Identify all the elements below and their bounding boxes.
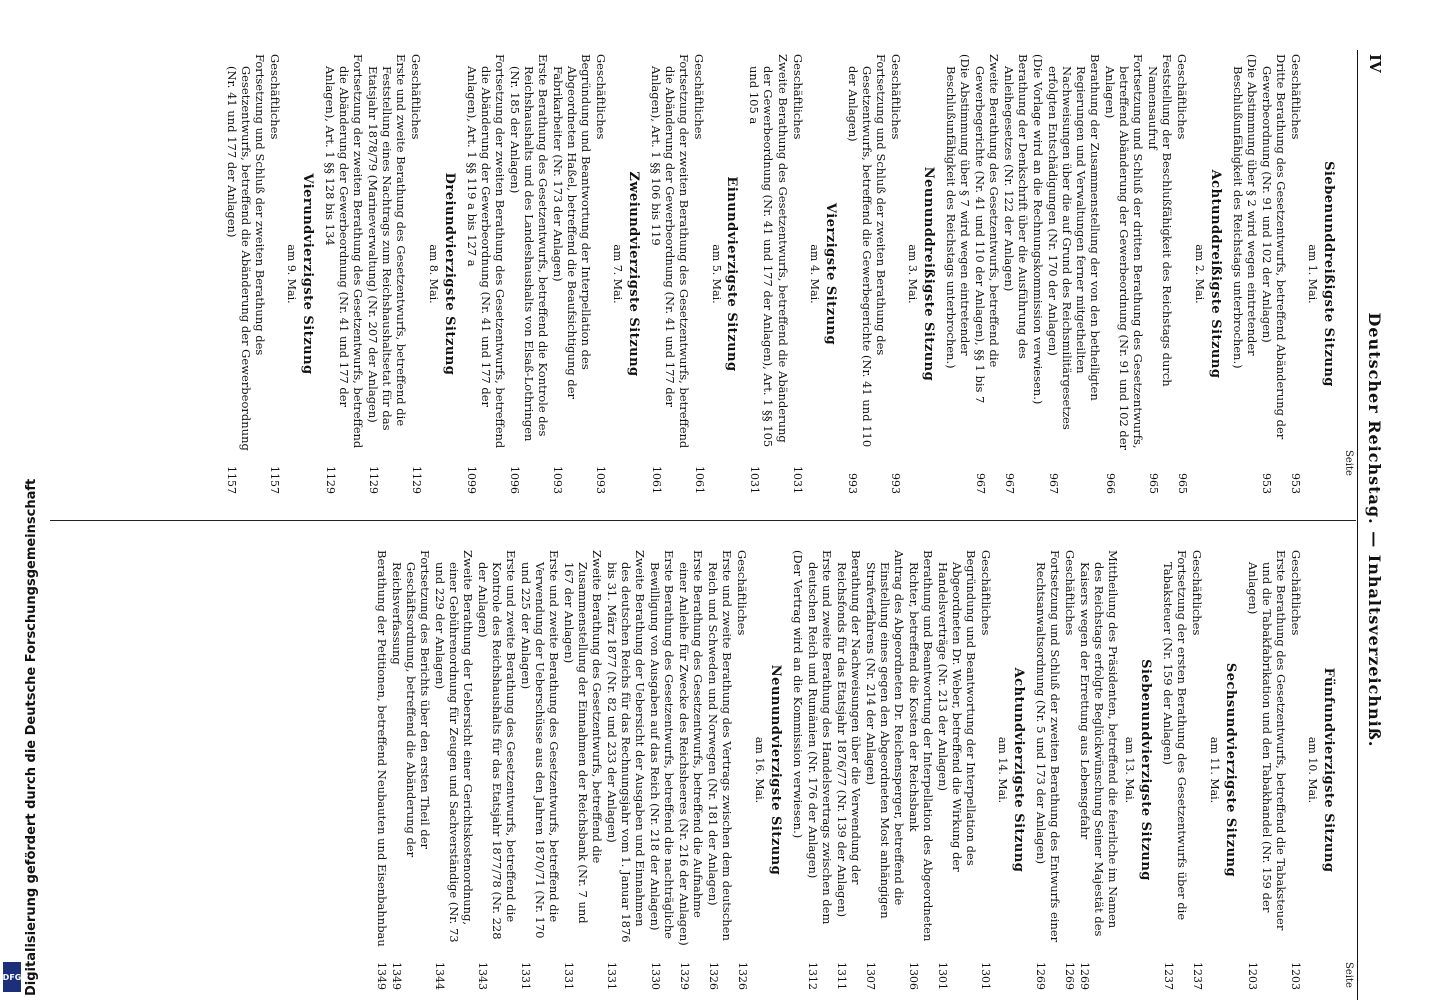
toc-entry-text: Antrag des Abgeordneten Dr. Reichensperger, betreffend die Einstellung eines gegen den Abgeordneten Most anhängigen Strafverfahrens (Nr. 214 der Anlagen): [863, 550, 906, 919]
toc-entry-text: Erste und zweite Berathung des Gesetzentwurfs, betreffend die Verwendung der Ueberschüsse aus den Jahren 1870/71 (Nr. 170 und 225 der Anlagen): [519, 550, 562, 939]
toc-entry: [846, 54, 888, 494]
toc-entry-text: (Die Abstimmung über § 7 wird wegen eintretender Beschlußunfähigkeit des Reichstags unterbrochen.): [944, 54, 973, 369]
toc-entry-text: Zweite Berathung der Uebersicht einer Gerichtskostenordnung, einer Gebührenordnung für Zeugen und Sachverständige (Nr. 73 und 229 der Anlagen): [432, 550, 475, 943]
session-date: am 5. Mai.: [709, 244, 723, 304]
session-heading: Sechsundvierzigste Sitzung: [1222, 662, 1238, 878]
session-date: am 2. Mai.: [1192, 244, 1206, 304]
toc-entry: [1146, 54, 1174, 494]
toc-entry-page: 1203: [1246, 962, 1260, 990]
toc-entry-text: Zweite Berathung der Uebersicht der Ausgaben und Einnahmen des deutschen Reichs für das Rechnungsjahr vom 1. Januar 1876 bis 31. März 1877 (Nr. 82 und 233 der Anlagen): [605, 550, 648, 943]
toc-entry-page: 953: [1289, 473, 1303, 494]
toc-entry-text: Geschäftliches: [1190, 550, 1205, 636]
toc-entry: [747, 54, 789, 494]
toc-entry-page: 1343: [476, 962, 490, 990]
session-block: [465, 54, 641, 494]
toc-entry: [973, 54, 1001, 494]
toc-entry-page: 1349: [375, 962, 389, 990]
toc-entry-page: 1307: [864, 962, 877, 990]
toc-entry-text: Erste und zweite Berathung des Vertrags zwischen dem deutschen Reich und Schweden und Norwegen (Nr. 181 der Anlagen): [706, 550, 735, 941]
toc-entry: [1034, 550, 1062, 990]
session-date: am 11. Mai.: [1207, 736, 1221, 804]
toc-entry-page: 993: [846, 473, 860, 494]
toc-entry-text: Geschäftliches: [1063, 550, 1078, 636]
toc-entry-text: Zweite Berathung des Gesetzentwurfs, betreffend die Gewerbegerichte (Nr. 41 und 110 der Anlagen), §§ 1 bis 7: [973, 54, 1002, 404]
column-label-left: Seite: [1343, 450, 1354, 476]
toc-entry: [677, 550, 705, 990]
toc-entry: [465, 54, 507, 494]
toc-entry-text: Erste Berathung des Gesetzentwurfs, betreffend die Kontrole des Reichshaushalts und des Landeshaushalts von Elsaß-Lothringen (Nr. 185 der Anlagen): [507, 54, 550, 442]
toc-entry-page: 1331: [605, 962, 619, 990]
digitization-footer: [0, 0, 39, 1000]
toc-entry-page: 1129: [366, 466, 380, 494]
toc-entry-text: Geschäftliches: [1288, 550, 1303, 636]
session-heading: Neununddreißigste Sitzung: [921, 166, 937, 382]
toc-entry-page: 1096: [508, 466, 522, 494]
toc-entry-page: 965: [1146, 473, 1160, 494]
toc-entry-text: Fortsetzung der zweiten Berathung des Gesetzentwurfs, betreffend die Abänderung der Gewerbeordnung (Nr. 41 und 177 der Anlagen), Art. 1 §§ 128 bis 134: [323, 54, 366, 449]
session-heading: Achtunddreißigste Sitzung: [1207, 169, 1223, 379]
toc-entry: [936, 550, 978, 990]
session-date: am 14. Mai.: [996, 736, 1010, 804]
toc-entry-text: Mittheilung des Präsidenten, betreffend die feierliche im Namen des Reichstags erfolgte Beglückwünschung Seiner Majestät des Kaisers wegen der Errettung aus Lebensgefahr: [1078, 550, 1121, 937]
toc-entry-text: Erste und zweite Berathung des Handelsvertrags zwischen dem deutschen Reich und Rumänien (Nr. 176 der Anlagen): [805, 550, 834, 925]
toc-entry: [889, 54, 903, 494]
toc-entry-page: 1330: [648, 962, 662, 990]
toc-entry-text: Berathung der Zusammenstellung der von den betheiligten Regierungen und Verwaltungen ferner mitgetheilten Nachweisungen über die auf Grund des Reichsmilitärgesetzes erfolgten Entschädigungen (Nr. 170 der Anlagen): [1046, 54, 1103, 430]
toc-entry-text: Fortsetzung der zweiten Berathung des Gesetzentwurfs, betreffend die Abänderung der Gewerbeordnung (Nr. 41 und 177 der Anlagen), Art. 1 §§ 119 a bis 127 a: [464, 54, 507, 449]
toc-entry-text: Zweite Berathung des Gesetzentwurfs, betreffend die Zusammenstellung der Einnahmen der Reichsbank (Nr. 7 und 167 der Anlagen): [562, 550, 605, 924]
session-block: [649, 54, 739, 494]
toc-entry-page: 1269: [1063, 962, 1077, 990]
session-date: am 3. Mai.: [906, 244, 920, 304]
toc-entry-text: Berathung der Denkschrift über die Ausführung des Anleihegesetzes (Nr. 122 der Anlagen): [1002, 54, 1031, 359]
page-title: Deutscher Reichstag. — Inhaltsverzeichniß.: [1365, 312, 1384, 748]
toc-entry-page: 1237: [1161, 962, 1175, 990]
toc-entry: [648, 550, 676, 990]
toc-entry: [551, 54, 593, 494]
toc-entry: [907, 550, 935, 990]
toc-entry-text: Erste Berathung des Gesetzentwurfs, betreffend die Aufnahme einer Anleihe für Zwecke des Reichsheeres (Nr. 216 der Anlagen): [677, 550, 706, 946]
toc-entry: [692, 54, 706, 494]
toc-entry: [1103, 54, 1145, 494]
session-heading: Dreiundvierzigste Sitzung: [441, 172, 457, 376]
toc-entry-text: Geschäftliches: [978, 550, 993, 636]
toc-entry-page: 1203: [1289, 962, 1303, 990]
session-date: am 8. Mai.: [426, 244, 440, 304]
session-date: am 1. Mai.: [1306, 244, 1320, 304]
toc-entry-page: 1093: [551, 466, 565, 494]
page-header: [1357, 50, 1390, 1000]
toc-entry-page: 1306: [907, 962, 921, 990]
toc-entry: [1161, 550, 1189, 990]
toc-entry-text: (Die Abstimmung über § 2 wird wegen eintretender Beschlußunfähigkeit des Reichstags unterbrochen.): [1230, 54, 1259, 369]
session-heading: Einundvierzigste Sitzung: [724, 176, 740, 372]
toc-entry-page: 1031: [790, 466, 804, 494]
dfg-logo-text: DFG: [2, 972, 22, 982]
session-block: [747, 54, 837, 494]
toc-entry-text: Geschäftliches: [1175, 54, 1190, 140]
toc-entry: [1031, 54, 1045, 494]
session-date: am 9. Mai.: [285, 244, 299, 304]
toc-entry-text: Zweite Berathung des Gesetzentwurfs, betreffend die Abänderung der Gewerbeordnung (Nr. 41 und 177 der Anlagen), Art. 1 §§ 105 und 105 a: [747, 54, 790, 448]
session-heading: Fünfundvierzigste Sitzung: [1321, 667, 1336, 873]
toc-entry-page: 1157: [268, 466, 282, 494]
toc-entry: [979, 550, 993, 990]
toc-entry-page: 967: [1046, 473, 1060, 494]
right-column: [367, 550, 1340, 990]
session-date: am 7. Mai.: [611, 244, 625, 304]
toc-entry: [594, 54, 608, 494]
toc-entry: [519, 550, 561, 990]
toc-entry-text: Begründung und Beantwortung der Interpellation des Abgeordneten Dr. Weber, betreffend die Wirkung der Handelsverträge (Nr. 213 der Anlagen): [935, 550, 978, 872]
toc-entry-text: Fortsetzung und Schluß der zweiten Berathung des Gesetzentwurfs, betreffend die Abänderung der Gewerbeordnung (Nr. 41 und 177 der Anlagen): [225, 54, 268, 451]
toc-entry-text: Berathung und Beantwortung der Interpellation des Abgeordneten Richter, betreffend die Kosten der Reichsbank: [906, 550, 935, 942]
toc-entry-page: 1237: [1190, 962, 1204, 990]
toc-entry-page: 1326: [735, 962, 749, 990]
toc-entry-page: 965: [1175, 473, 1189, 494]
toc-entry: [268, 54, 282, 494]
session-date: am 4. Mai.: [807, 244, 821, 304]
toc-entry-page: 993: [889, 473, 903, 494]
toc-entry-page: 1061: [692, 466, 706, 494]
toc-entry-page: 1331: [519, 962, 533, 990]
toc-entry-page: 1331: [562, 962, 576, 990]
toc-entry-text: Dritte Berathung des Gesetzentwurfs, betreffend Abänderung der Gewerbeordnung (Nr. 91 und 102 der Anlagen): [1259, 54, 1288, 440]
toc-entry: [1289, 54, 1303, 494]
toc-entry-page: 1312: [805, 962, 819, 990]
toc-entry-page: 1301: [936, 962, 950, 990]
toc-entry-page: 1329: [677, 962, 691, 990]
toc-entry: [1046, 54, 1102, 494]
toc-entry-page: 1349: [390, 962, 404, 990]
toc-entry: [944, 54, 972, 494]
rotated-page-content: [50, 50, 1390, 1000]
toc-entry-text: Fortsetzung der zweiten Berathung des Gesetzentwurfs, betreffend die Abänderung der Gewerbeordnung (Nr. 41 und 177 der Anlagen), Art. 1 §§ 106 bis 119: [649, 54, 692, 449]
toc-entry-text: Erste Berathung des Gesetzentwurfs, betreffend die nachträgliche Bewilligung von Ausgaben auf das Reich (Nr. 218 der Anlagen): [648, 550, 677, 939]
toc-entry-page: 1269: [1078, 962, 1092, 990]
toc-entry: [323, 54, 365, 494]
session-block: [225, 54, 315, 494]
toc-entry-page: 1031: [747, 466, 761, 494]
toc-entry-page: 1093: [594, 466, 608, 494]
toc-entry: [562, 550, 604, 990]
toc-entry-page: 1301: [979, 962, 993, 990]
toc-entry-text: Geschäftliches: [735, 550, 750, 636]
toc-entry: [706, 550, 734, 990]
session-heading: Siebenunddreißigste Sitzung: [1321, 161, 1336, 387]
column-label-right: Seite: [1343, 962, 1354, 988]
toc-entry: [433, 550, 475, 990]
column-divider: [50, 520, 1356, 521]
session-block: [944, 54, 1223, 494]
session-block: [1161, 550, 1237, 990]
toc-entry-text: (Die Vorlage wird an die Rechnungskommission verwiesen.): [1031, 54, 1046, 405]
toc-entry: [806, 550, 834, 990]
session-date: am 16. Mai.: [752, 736, 766, 804]
session-block: [1246, 550, 1336, 990]
session-heading: Neunundvierzigste Sitzung: [767, 664, 783, 876]
toc-entry-page: 1129: [323, 466, 337, 494]
toc-entry-page: 967: [1002, 473, 1016, 494]
toc-entry-text: Begründung und Beantwortung der Interpellation des Abgeordneten Haßel, betreffend die Beaufsichtigung der Fabrikarbeiter (Nr. 173 der Anlagen): [550, 54, 593, 400]
session-block: [791, 550, 1026, 990]
toc-entry-text: Geschäftliches: [692, 54, 707, 140]
toc-entry-text: Erste und zweite Berathung des Gesetzentwurfs, betreffend die Feststellung eines Nachtrags zum Reichshaushaltsetat für das Etatsjahr 1878/79 (Marineverwaltung) (Nr. 207 der Anlagen): [366, 54, 409, 431]
toc-entry-text: Fortsetzung und Schluß der zweiten Berathung des Gesetzentwurfs, betreffend die Gewerbegerichte (Nr. 41 und 110 der Anlagen): [845, 54, 888, 448]
session-heading: Siebenundvierzigste Sitzung: [1138, 659, 1154, 881]
toc-entry-text: Fortsetzung der ersten Berathung des Gesetzentwurfs über die Tabaksteuer (Nr. 159 der Anlagen): [1161, 550, 1190, 921]
toc-entry: [791, 54, 805, 494]
page-number: IV: [1366, 54, 1384, 73]
toc-entry-text: Geschäftliches: [593, 54, 608, 140]
dfg-logo: [3, 962, 21, 992]
toc-entry: [1260, 54, 1288, 494]
toc-entry: [225, 54, 267, 494]
session-date: am 10. Mai.: [1306, 736, 1320, 804]
toc-entry: [864, 550, 906, 990]
toc-entry-text: (Der Vertrag wird an die Kommission verwiesen.): [790, 550, 805, 839]
toc-entry: [649, 54, 691, 494]
toc-entry-text: Geschäftliches: [888, 54, 903, 140]
toc-entry-text: Feststellung der Beschlußfähigkeit des Reichstags durch Namensaufruf: [1146, 54, 1175, 387]
toc-entry: [508, 54, 550, 494]
session-date: am 13. Mai.: [1123, 736, 1137, 804]
session-block: [323, 54, 456, 494]
toc-entry-page: 1269: [1034, 962, 1048, 990]
toc-entry: [835, 550, 863, 990]
session-heading: Zweiundvierzigste Sitzung: [626, 171, 642, 377]
toc-entry-page: 1061: [649, 466, 663, 494]
toc-entry-text: Geschäftliches: [409, 54, 424, 140]
toc-entry: [1063, 550, 1077, 990]
session-block: [375, 550, 783, 990]
toc-entry: [605, 550, 647, 990]
toc-entry-text: Erste und zweite Berathung des Gesetzentwurfs, betreffend die Kontrole des Reichshaushalts für das Etatsjahr 1877/78 (Nr. 228 der Anlagen): [475, 550, 518, 940]
digitization-credit: Digitalisierung gefördert durch die Deutsche Forschungsgemeinschaft: [24, 478, 39, 996]
toc-entry-text: Berathung der Nachweisungen über die Verwendung der Reichsfonds für das Etatsjahr 1876/77 (Nr. 139 der Anlagen): [834, 550, 863, 918]
session-block: [1231, 54, 1336, 494]
toc-entry-page: 1129: [409, 466, 423, 494]
toc-entry-page: 966: [1103, 473, 1117, 494]
toc-entry-text: Fortsetzung und Schluß der zweiten Berathung des Entwurfs einer Rechtsanwaltsordnung (Nr. 5 und 173 der Anlagen): [1034, 550, 1063, 943]
toc-entry: [1231, 54, 1259, 494]
toc-entry: [375, 550, 389, 990]
toc-entry-text: Geschäftliches: [790, 54, 805, 140]
toc-entry-page: 967: [973, 473, 987, 494]
session-heading: Vierundvierzigste Sitzung: [300, 173, 316, 375]
toc-entry-page: 953: [1260, 473, 1274, 494]
toc-entry-text: Fortsetzung des Berichts über den ersten Theil der Geschäftsordnung, betreffend die Abänderung der Reichsverfassung: [389, 550, 432, 858]
toc-entry: [1289, 550, 1303, 990]
toc-entry-text: Fortsetzung und Schluß der dritten Berathung des Gesetzentwurfs, betreffend Abänderung der Gewerbeordnung (Nr. 91 und 102 der Anlagen): [1103, 54, 1146, 451]
toc-entry: [409, 54, 423, 494]
toc-entry-page: 1157: [225, 466, 239, 494]
toc-entry-page: 1326: [706, 962, 720, 990]
toc-entry: [791, 550, 805, 990]
session-heading: Achtundvierzigste Sitzung: [1011, 667, 1026, 873]
toc-entry-page: 1311: [834, 962, 848, 990]
toc-entry-text: Geschäftliches: [1288, 54, 1303, 140]
session-block: [1034, 550, 1153, 990]
toc-entry: [390, 550, 432, 990]
toc-entry: [1078, 550, 1120, 990]
toc-entry: [1002, 54, 1030, 494]
toc-entry: [1246, 550, 1288, 990]
toc-entry: [366, 54, 408, 494]
toc-entry-page: 1344: [433, 962, 447, 990]
left-column: [217, 54, 1340, 494]
toc-entry: [1190, 550, 1204, 990]
session-block: [846, 54, 936, 494]
session-heading: Vierzigste Sitzung: [822, 202, 838, 346]
toc-entry-page: 1099: [465, 466, 479, 494]
toc-entry: [1175, 54, 1189, 494]
toc-entry: [476, 550, 518, 990]
toc-entry-text: Berathung der Petitionen, betreffend Neubauten und Eisenbahnbau: [374, 550, 389, 947]
toc-entry-text: Erste Berathung des Gesetzentwurfs, betreffend die Tabaksteuer und die Tabakfabrikation und den Tabakhandel (Nr. 159 der Anlagen): [1245, 550, 1288, 931]
toc-entry: [735, 550, 749, 990]
toc-entry-text: Geschäftliches: [268, 54, 283, 140]
